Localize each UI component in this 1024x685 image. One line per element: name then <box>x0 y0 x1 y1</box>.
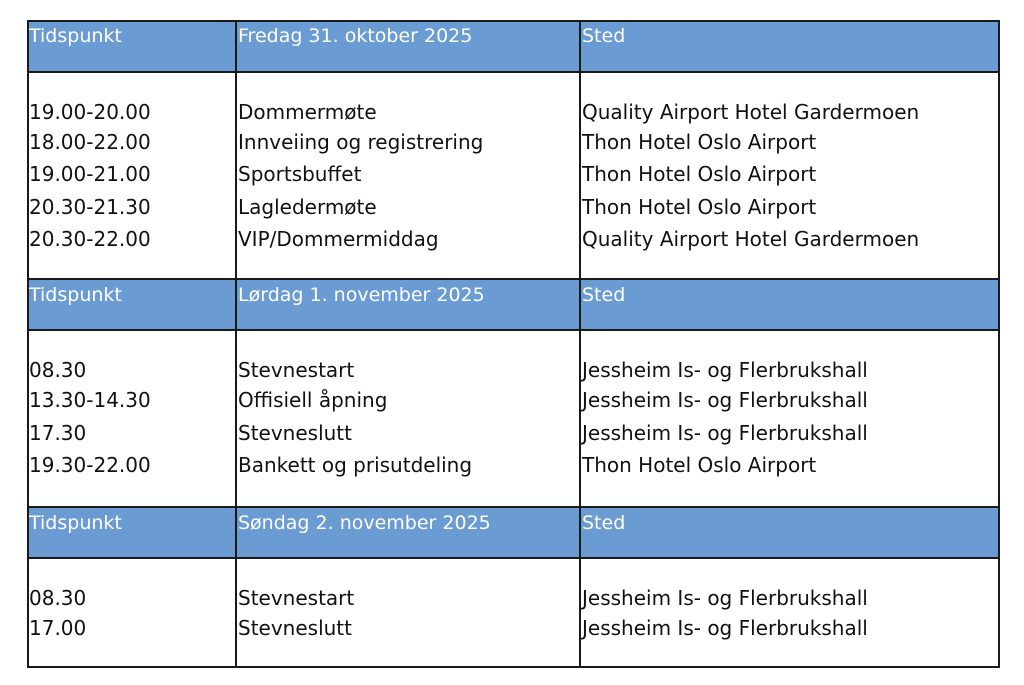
grid-line <box>579 20 581 668</box>
time-cell: 08.30 <box>29 358 87 382</box>
event-cell: Stevneslutt <box>238 616 352 640</box>
event-cell: Dommermøte <box>238 100 377 124</box>
place-cell: Jessheim Is- og Flerbrukshall <box>582 616 868 640</box>
place-cell: Quality Airport Hotel Gardermoen <box>582 227 920 251</box>
header-time-label: Tidspunkt <box>29 25 122 47</box>
grid-line <box>27 71 1000 73</box>
event-cell: Stevneslutt <box>238 421 352 445</box>
header-date-label: Lørdag 1. november 2025 <box>238 284 485 306</box>
time-cell: 19.00-21.00 <box>29 162 151 186</box>
event-cell: VIP/Dommermiddag <box>238 227 439 251</box>
header-place-label: Sted <box>582 25 626 47</box>
time-cell: 19.00-20.00 <box>29 100 151 124</box>
place-cell: Thon Hotel Oslo Airport <box>582 162 817 186</box>
place-cell: Thon Hotel Oslo Airport <box>582 195 817 219</box>
grid-line <box>27 666 1000 668</box>
time-cell: 08.30 <box>29 586 87 610</box>
place-cell: Thon Hotel Oslo Airport <box>582 453 817 477</box>
time-cell: 20.30-22.00 <box>29 227 151 251</box>
grid-line <box>27 278 1000 280</box>
event-cell: Innveiing og registrering <box>238 130 484 154</box>
time-cell: 13.30-14.30 <box>29 388 151 412</box>
event-cell: Stevnestart <box>238 358 355 382</box>
event-cell: Bankett og prisutdeling <box>238 453 473 477</box>
place-cell: Jessheim Is- og Flerbrukshall <box>582 421 868 445</box>
header-time-label: Tidspunkt <box>29 284 122 306</box>
grid-line <box>27 506 1000 508</box>
event-cell: Lagledermøte <box>238 195 377 219</box>
place-cell: Jessheim Is- og Flerbrukshall <box>582 388 868 412</box>
time-cell: 19.30-22.00 <box>29 453 151 477</box>
place-cell: Jessheim Is- og Flerbrukshall <box>582 358 868 382</box>
time-cell: 18.00-22.00 <box>29 130 151 154</box>
grid-line <box>27 557 1000 559</box>
event-cell: Sportsbuffet <box>238 162 362 186</box>
section-header-friday <box>27 20 1000 72</box>
grid-line <box>998 20 1000 668</box>
grid-line <box>235 20 237 668</box>
section-header-sunday <box>27 507 1000 558</box>
time-cell: 17.00 <box>29 616 87 640</box>
place-cell: Jessheim Is- og Flerbrukshall <box>582 586 868 610</box>
event-cell: Offisiell åpning <box>238 388 388 412</box>
grid-line <box>27 20 1000 22</box>
time-cell: 17.30 <box>29 421 87 445</box>
event-cell: Stevnestart <box>238 586 355 610</box>
grid-line <box>27 20 29 668</box>
schedule-table <box>27 20 1000 668</box>
section-header-saturday <box>27 279 1000 330</box>
place-cell: Quality Airport Hotel Gardermoen <box>582 100 920 124</box>
grid-line <box>27 329 1000 331</box>
header-time-label: Tidspunkt <box>29 512 122 534</box>
place-cell: Thon Hotel Oslo Airport <box>582 130 817 154</box>
header-date-label: Søndag 2. november 2025 <box>238 512 491 534</box>
header-date-label: Fredag 31. oktober 2025 <box>238 25 473 47</box>
header-place-label: Sted <box>582 512 626 534</box>
header-place-label: Sted <box>582 284 626 306</box>
time-cell: 20.30-21.30 <box>29 195 151 219</box>
